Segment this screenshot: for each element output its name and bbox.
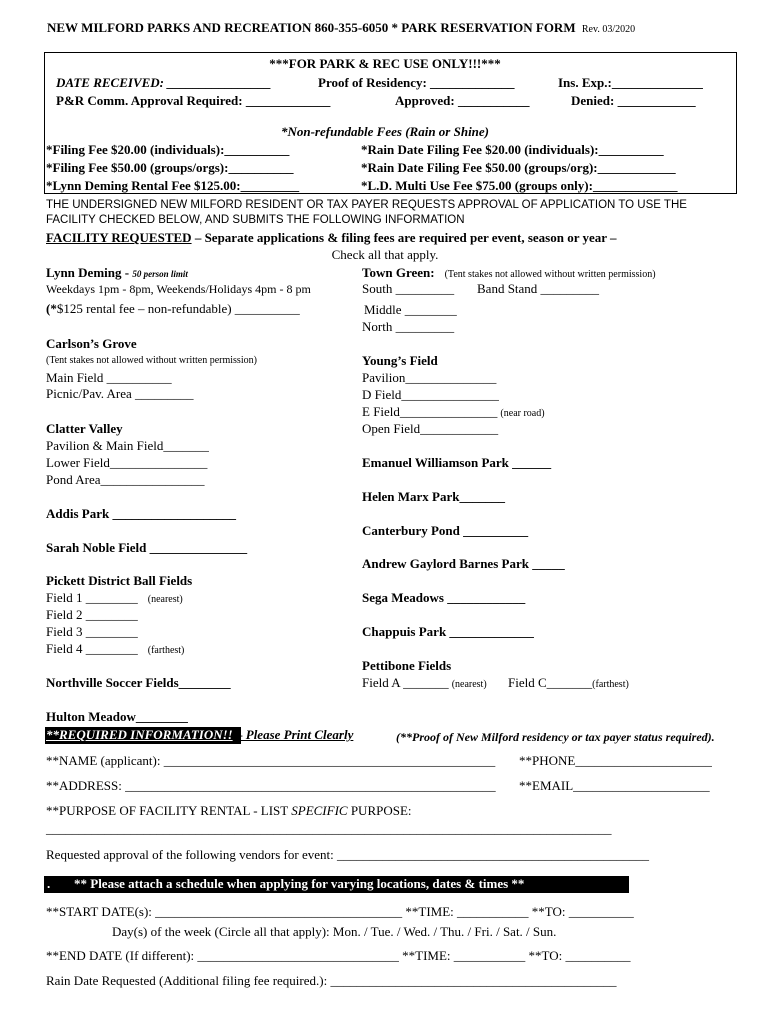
carlsons-main-field[interactable]: Main Field __________	[46, 370, 172, 385]
emanuel-williamson-park[interactable]: Emanuel Williamson Park ______	[362, 455, 552, 470]
lynn-deming-hours: Weekdays 1pm - 8pm, Weekends/Holidays 4pm - 8 pm	[46, 282, 311, 296]
start-date-field[interactable]: **START DATE(s): ______________________________________ **TIME: ___________ **TO: __________	[46, 904, 634, 919]
intro-line-1: THE UNDERSIGNED NEW MILFORD RESIDENT OR TAX PAYER REQUESTS APPROVAL OF APPLICATION TO USE THE	[46, 199, 687, 211]
applicant-name-field[interactable]: **NAME (applicant): ___________________________________________________	[46, 753, 496, 768]
pettibone-field-c-note: (farthest)	[592, 679, 629, 690]
carlsons-grove-title: Carlson’s Grove	[46, 336, 137, 351]
denied-field[interactable]: Denied: ____________	[571, 93, 696, 108]
lynn-deming-rental-fee[interactable]: *Lynn Deming Rental Fee $125.00:_________	[46, 178, 300, 193]
purpose-label-post: PURPOSE:	[347, 803, 412, 818]
carlsons-picnic-area[interactable]: Picnic/Pav. Area _________	[46, 386, 194, 401]
pettibone-field-a[interactable]	[362, 675, 487, 691]
clatter-pond-area[interactable]: Pond Area________________	[46, 472, 205, 487]
end-date-field[interactable]: **END DATE (If different): _______________________________ **TIME: ___________ **TO: __________	[46, 948, 631, 963]
youngs-e-field-label: E Field_______________	[362, 404, 498, 419]
youngs-open-field[interactable]: Open Field____________	[362, 421, 499, 436]
town-green-north[interactable]: North _________	[362, 319, 455, 334]
lynn-fee-star: (*	[46, 301, 57, 316]
pickett-field-3[interactable]: Field 3 ________	[46, 624, 138, 639]
andrew-gaylord-barnes-park[interactable]: Andrew Gaylord Barnes Park _____	[362, 556, 565, 571]
schedule-dot-right: .	[624, 876, 628, 891]
approved-field[interactable]: Approved: ___________	[395, 93, 530, 108]
pickett-field-4-label: Field 4 ________	[46, 641, 138, 656]
pettibone-field-a-label: Field A _______	[362, 675, 449, 690]
insurance-expiration-field[interactable]: Ins. Exp.:______________	[558, 75, 703, 90]
pickett-field-1[interactable]	[46, 590, 183, 606]
youngs-e-field[interactable]	[362, 404, 545, 420]
facility-requested-line	[46, 230, 617, 246]
filing-fee-individuals[interactable]: *Filing Fee $20.00 (individuals):__________	[46, 142, 290, 157]
pickett-field-1-label: Field 1 ________	[46, 590, 138, 605]
facility-requested-note: – Separate applications & filing fees are required per event, season or year –	[191, 230, 617, 245]
pr-comm-approval-field[interactable]: P&R Comm. Approval Required: _____________	[56, 93, 331, 108]
days-of-week[interactable]: Day(s) of the week (Circle all that apply): Mon. / Tue. / Wed. / Thu. / Fri. / Sat. / Sun.	[112, 924, 557, 939]
required-info-banner: **REQUIRED INFORMATION!!	[46, 727, 233, 742]
office-use-heading: ***FOR PARK & REC USE ONLY!!!***	[269, 56, 501, 71]
youngs-d-field[interactable]: D Field_______________	[362, 387, 499, 402]
sega-meadows[interactable]: Sega Meadows ____________	[362, 590, 526, 605]
schedule-notice: ** Please attach a schedule when applying for varying locations, dates & times **	[74, 876, 525, 891]
canterbury-pond[interactable]: Canterbury Pond __________	[362, 523, 529, 538]
lynn-deming-limit: 50 person limit	[132, 269, 188, 279]
northville-soccer-fields[interactable]: Northville Soccer Fields________	[46, 675, 231, 690]
proof-note-text: (**Proof of New Milford residency or tax payer status required	[396, 730, 708, 744]
pickett-field-2[interactable]: Field 2 ________	[46, 607, 138, 622]
pettibone-field-c-label: Field C_______	[508, 675, 593, 690]
form-title-text: NEW MILFORD PARKS AND RECREATION 860-355-6050 * PARK RESERVATION FORM	[47, 20, 576, 35]
intro-line-2: FACILITY CHECKED BELOW, AND SUBMITS THE FOLLOWING INFORMATION	[46, 214, 465, 226]
vendors-field[interactable]: Requested approval of the following vendors for event: ________________________________________________	[46, 847, 649, 862]
town-green-title: Town Green:	[362, 265, 435, 280]
lynn-deming-title	[46, 265, 188, 281]
email-field[interactable]: **EMAIL_____________________	[519, 778, 710, 793]
purpose-label	[46, 803, 412, 819]
town-green-note: (Tent stakes not allowed without written permission)	[444, 269, 656, 280]
carlsons-grove-note: (Tent stakes not allowed without written permission)	[46, 355, 257, 366]
filing-fee-groups[interactable]: *Filing Fee $50.00 (groups/orgs):__________	[46, 160, 294, 175]
fees-heading: *Non-refundable Fees (Rain or Shine)	[280, 124, 490, 139]
required-info-line	[46, 727, 353, 743]
clatter-valley-title: Clatter Valley	[46, 421, 123, 436]
town-green-line	[362, 265, 656, 281]
addis-park[interactable]: Addis Park ___________________	[46, 506, 236, 521]
pickett-field-4[interactable]	[46, 641, 184, 657]
town-green-band-stand[interactable]: Band Stand _________	[477, 281, 600, 296]
youngs-e-field-note: (near road)	[500, 408, 545, 419]
chappuis-park[interactable]: Chappuis Park _____________	[362, 624, 534, 639]
hulton-meadow[interactable]: Hulton Meadow________	[46, 709, 188, 724]
pickett-district-title: Pickett District Ball Fields	[46, 573, 193, 588]
pickett-field-1-note: (nearest)	[147, 594, 183, 605]
town-green-south[interactable]: South _________	[362, 281, 455, 296]
address-field[interactable]: **ADDRESS: _________________________________________________________	[46, 778, 496, 793]
rain-date-fee-individuals[interactable]: *Rain Date Filing Fee $20.00 (individuals):__________	[361, 142, 664, 157]
lynn-deming-name: Lynn Deming -	[46, 265, 133, 280]
pickett-field-4-note: (farthest)	[147, 645, 185, 656]
rain-date-field[interactable]: Rain Date Requested (Additional filing fee required.): ____________________________________________	[46, 973, 617, 988]
helen-marx-park[interactable]: Helen Marx Park_______	[362, 489, 505, 504]
pettibone-fields-title: Pettibone Fields	[362, 658, 452, 673]
date-received-field[interactable]: DATE RECEIVED: ________________	[56, 75, 272, 90]
town-green-middle[interactable]: Middle ________	[364, 302, 457, 317]
schedule-dot-left: .	[47, 876, 51, 891]
pettibone-field-c[interactable]	[508, 675, 629, 691]
ld-multi-use-fee[interactable]: *L.D. Multi Use Fee $75.00 (groups only):_____________	[361, 178, 678, 193]
check-all-note: Check all that apply.	[331, 247, 439, 262]
facility-requested-label: FACILITY REQUESTED	[46, 230, 192, 245]
proof-of-residency-field[interactable]: Proof of Residency: _____________	[318, 75, 515, 90]
lynn-deming-fee-line[interactable]	[46, 301, 300, 317]
clatter-pavilion-main[interactable]: Pavilion & Main Field_______	[46, 438, 209, 453]
youngs-pavilion[interactable]: Pavilion______________	[362, 370, 497, 385]
sarah-noble-field[interactable]: Sarah Noble Field _______________	[46, 540, 248, 555]
purpose-label-specific: SPECIFIC	[291, 803, 348, 818]
phone-field[interactable]: **PHONE_____________________	[519, 753, 712, 768]
form-title	[47, 20, 635, 36]
required-info-print-clearly: – Please Print Clearly	[232, 727, 354, 742]
lynn-fee-text: $125 rental fee – non-refundable) __________	[56, 301, 300, 316]
purpose-input-line[interactable]: _______________________________________________________________________________________	[46, 821, 612, 836]
rain-date-fee-groups[interactable]: *Rain Date Filing Fee $50.00 (groups/org):____________	[361, 160, 676, 175]
proof-residency-note	[396, 730, 715, 745]
youngs-field-title: Young’s Field	[362, 353, 438, 368]
clatter-lower-field[interactable]: Lower Field_______________	[46, 455, 208, 470]
purpose-label-pre: **PURPOSE OF FACILITY RENTAL - LIST	[46, 803, 292, 818]
proof-note-end: ).	[707, 730, 715, 744]
pettibone-field-a-note: (nearest)	[451, 679, 487, 690]
revision-label: Rev. 03/2020	[581, 24, 636, 35]
